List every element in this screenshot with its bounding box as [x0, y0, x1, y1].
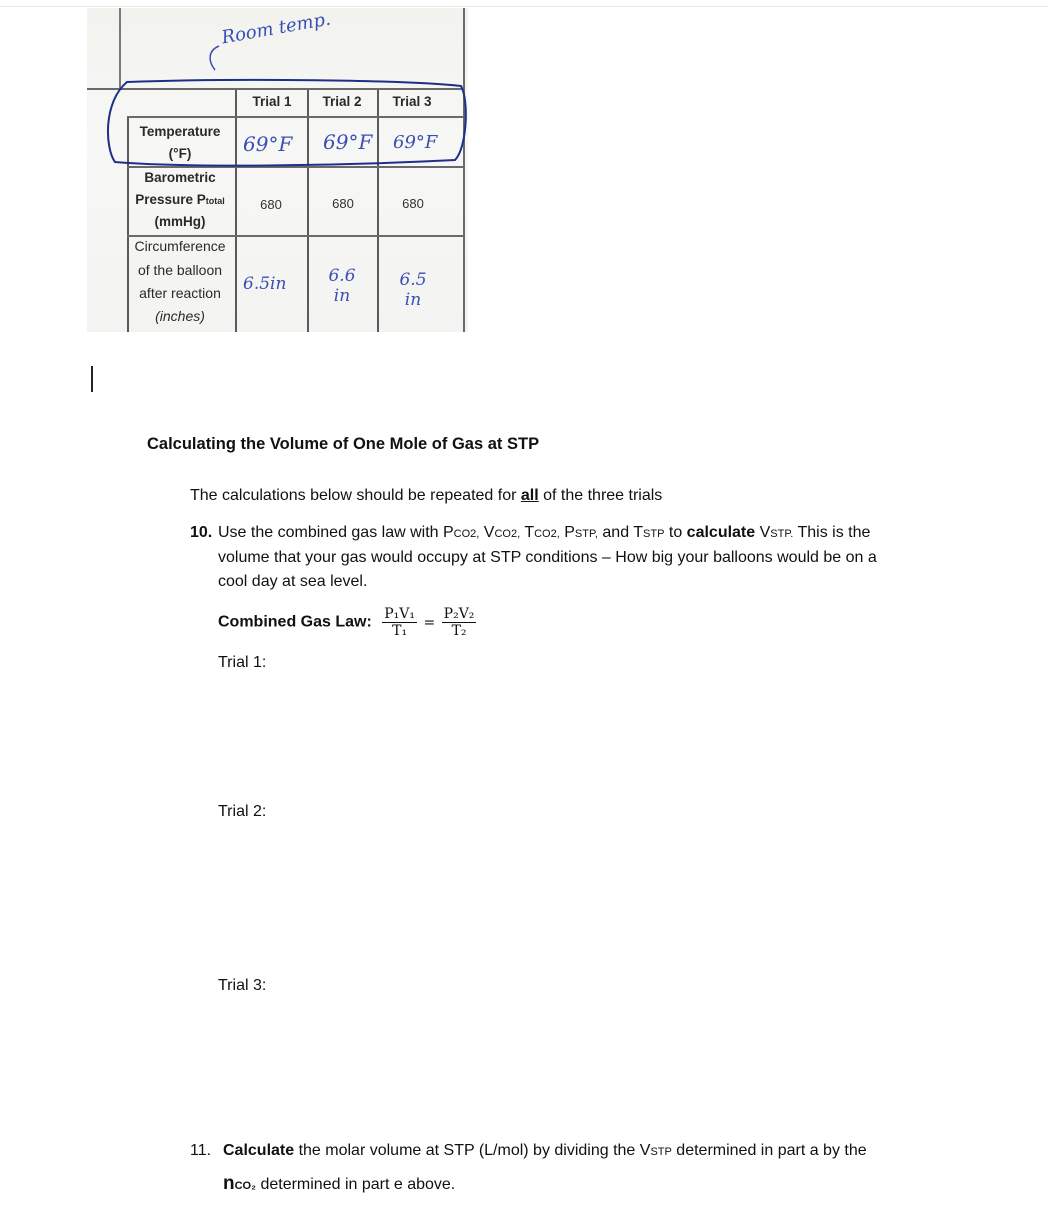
row-label-inches: (inches) [155, 308, 205, 324]
combined-gas-law: Combined Gas Law: $\frac{\text{P₁V₁}}{\text{T₁}}$ = $\frac{\text{P₂V₂}}{\text{T₂}}$ [218, 606, 475, 639]
trial-1-label: Trial 1: [218, 654, 267, 671]
trial-3-label: Trial 3: [218, 977, 267, 994]
row-label-after-reaction: after reaction [139, 285, 221, 301]
pressure-trial-1: 680 [260, 197, 282, 212]
pressure-trial-2: 680 [332, 196, 354, 211]
row-label-pressure-unit: (mmHg) [154, 214, 206, 229]
row-label-temperature: Temperature [139, 124, 221, 139]
question-11: 11. Calculate the molar volume at STP (L/mol) by dividing the VSTP determined in part a by the nCO₂ determined in part e above. [190, 1142, 867, 1194]
row-label-barometric: Barometric [144, 170, 216, 185]
intro-text: The calculations below should be repeated for all of the three trials [190, 487, 663, 504]
text-cursor[interactable] [91, 366, 93, 392]
data-table-photo [87, 8, 468, 332]
col-header-trial-2: Trial 2 [322, 94, 362, 109]
temp-trial-1: 69°F [243, 132, 293, 156]
top-border [0, 6, 1048, 7]
temp-trial-2: 69°F [323, 130, 373, 154]
question-10: 10. Use the combined gas law with PCO2, VCO2, TCO2, PSTP, and TSTP to calculate VSTP. This is the volume that your gas would occupy at STP conditions – How big your balloons would be on a cool day at sea level. [190, 524, 877, 590]
row-label-circumference: Circumference [134, 238, 226, 254]
trial-2-label: Trial 2: [218, 803, 267, 820]
formula-left: $\frac{\text{P₁V₁}}{\text{T₁}}$ [384, 606, 416, 639]
row-label-balloon: of the balloon [137, 262, 223, 278]
room-temp-annotation: Room temp. [220, 8, 333, 49]
circumference-trial-1: 6.5in [243, 274, 287, 294]
section-title: Calculating the Volume of One Mole of Gas at STP [147, 435, 540, 453]
combined-gas-law-label: Combined Gas Law: [218, 613, 372, 631]
row-label-pressure: Pressure Ptotal [135, 192, 225, 207]
pressure-trial-3: 680 [402, 196, 424, 211]
col-header-trial-3: Trial 3 [392, 94, 432, 109]
temp-trial-3: 69°F [393, 132, 438, 153]
row-label-temperature-unit: (°F) [168, 146, 192, 161]
formula-right: $\frac{\text{P₂V₂}}{\text{T₂}}$ [443, 606, 475, 639]
col-header-trial-1: Trial 1 [252, 94, 292, 109]
circumference-trial-3: 6.5 in [399, 270, 427, 310]
circumference-trial-2: 6.6 in [328, 266, 356, 306]
